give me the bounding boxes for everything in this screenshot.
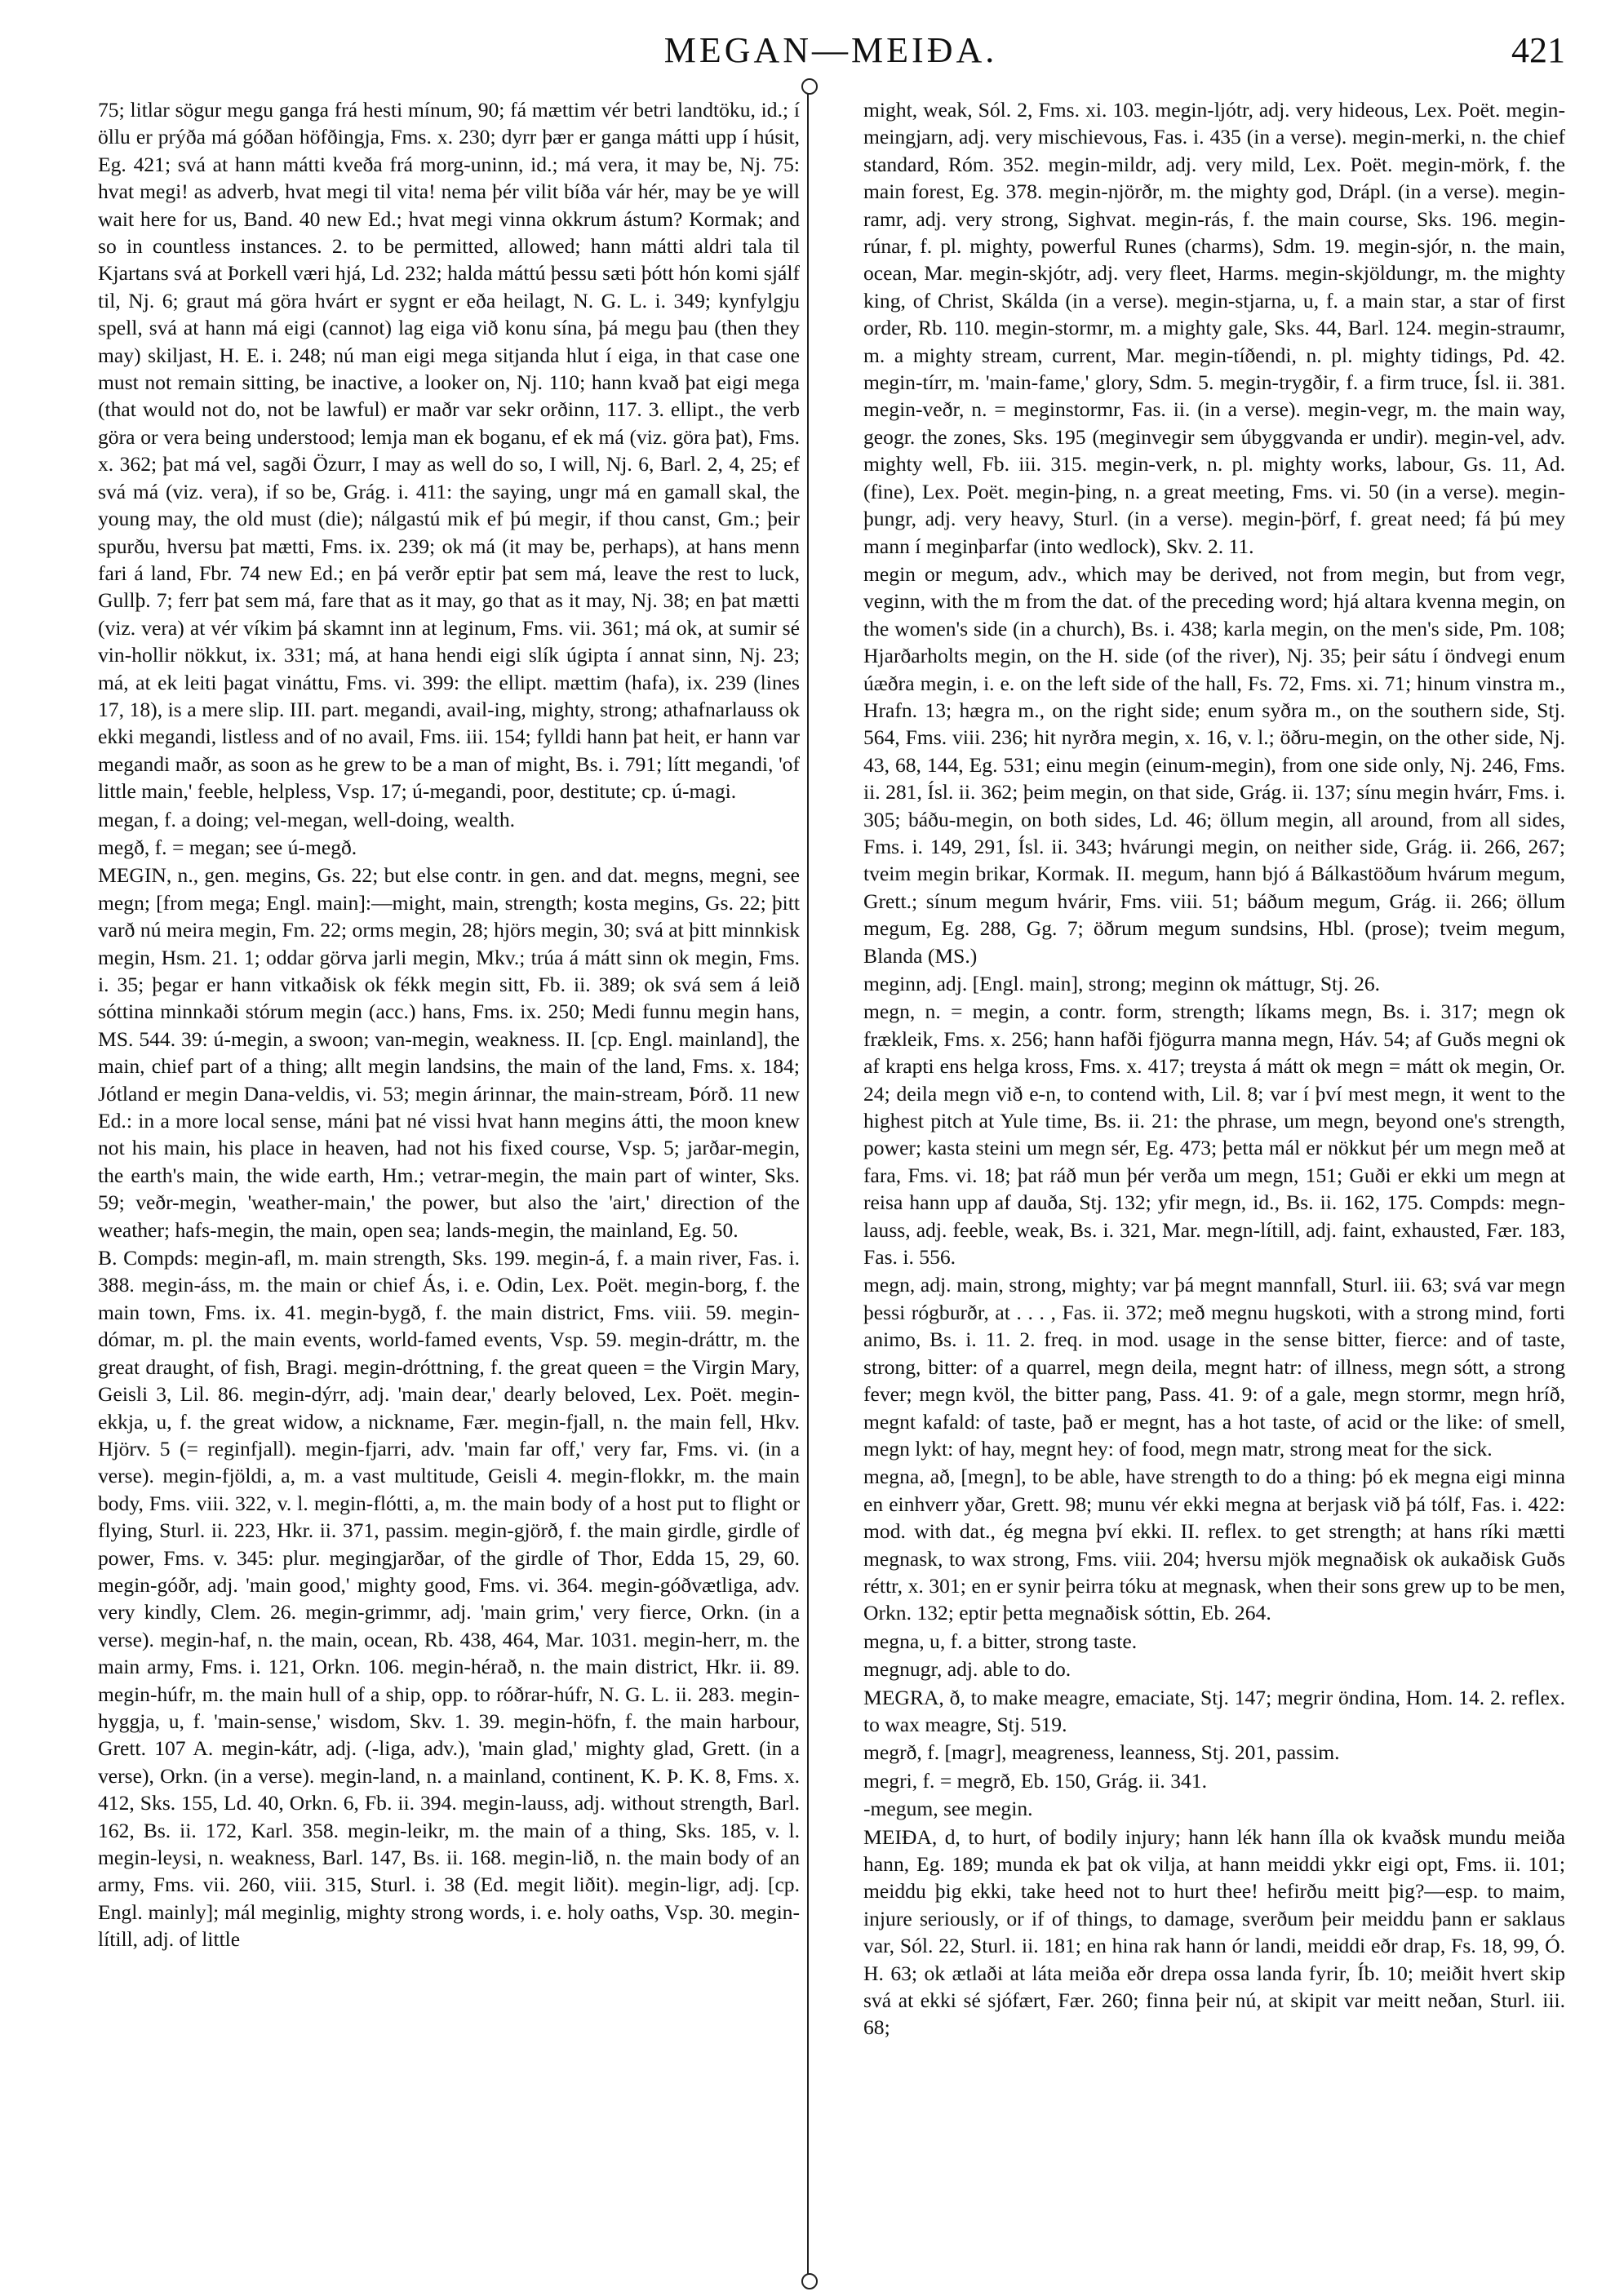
- page-header: [96, 23, 1565, 80]
- entry-paragraph: megð, f. = megan; see ú-megð.: [98, 835, 357, 859]
- entry-paragraph: -megum, see megin.: [863, 1797, 1033, 1821]
- entry-paragraph: meginn, adj. [Engl. main], strong; meginn ok máttugr, Stj. 26.: [863, 972, 1381, 995]
- entry-paragraph: MEGRA, ð, to make meagre, emaciate, Stj. 147; megrir öndina, Hom. 14. 2. reflex. to wax meagre, Stj. 519.: [863, 1685, 1565, 1736]
- divider-ornament-top: [801, 78, 818, 95]
- running-head: MEGAN—MEIÐA.: [663, 30, 998, 70]
- entry-paragraph: megri, f. = megrð, Eb. 150, Grág. ii. 341.: [863, 1768, 1208, 1793]
- entry-paragraph: megn, n. = megin, a contr. form, strength; líkams megn, Bs. i. 317; megn ok frækleik, Fms. x. 256; hann hafði fjögurra manna megn, Háv. 54; af Guðs megni ok af krapti ens helga kross, Fms. x. 417; treysta á mátt ok megn = mátt ok megin, Or. 24; deila megn við e-n, to contend with, Lil. 8; var í því mest megn, it went to the highest pitch at Yule time, Bs. ii. 21: the phrase, um megn, beyond one's strength, power; kasta steini um megn sér, Eg. 473; þetta mál er nökkut þér um megn með at fara, Fms. vi. 18; þat ráð mun þér verða um megn, 151; Guði er ekki um megn at reisa hann upp af dauða, Stj. 132; yfir megn, id., Bs. ii. 162, 175. Compds: megn-lauss, adj. feeble, weak, Bs. i. 321, Mar. megn-lítill, adj. faint, exhausted, Fær. 183, Fas. i. 556.: [863, 1000, 1565, 1270]
- entry-paragraph: megin or megum, adv., which may be derived, not from megin, but from vegr, veginn, with the m from the dat. of the preceding word; hjá altara kvenna megin, on the women's side (in a church), Bs. i. 438; karla megin, on the men's side, Pm. 108; Hjarðarholts megin, on the H. side (of the river), Nj. 35; þeir sátu í öndvegi enum úæðra megin, i. e. on the left side of the hall, Fs. 72, Fms. xi. 71; hinum vinstra m., Hrafn. 13; hægra m., on the right side; enum syðra m., on the southern side, Stj. 564, Fms. viii. 236; hit nyrðra megin, x. 16, v. l.; öðru-megin, on the other side, Nj. 43, 68, 144, Eg. 531; einu megin (einum-megin), from one side only, Nj. 246, Fms. ii. 281, Ísl. ii. 362; þeim megin, on that side, Grág. ii. 137; sínu megin hvárr, Fms. i. 305; báðu-megin, on both sides, Ld. 46; öllum megin, all around, from all sides, Fms. i. 149, 291, Ísl. ii. 343; hvárungi megin, on neither side, Grág. ii. 266, 267; tveim megin brikar, Kormak. II. megum, hann bjó á Bálkastöðum hvárum megum, Grett.; sínum megum hvárir, Fms. viii. 51; báðum megum, Grág. ii. 266; öllum megum, Eg. 288, Gg. 7; öðrum megum sundsins, Hbl. (prose); tveim megum, Blanda (MS.): [863, 561, 1565, 968]
- divider-ornament-bottom: [801, 2273, 818, 2289]
- right-column: [863, 96, 1565, 2267]
- left-column: [98, 96, 800, 2267]
- column-divider: [807, 82, 809, 2285]
- entry-paragraph: megna, u, f. a bitter, strong taste.: [863, 1629, 1138, 1653]
- entry-paragraph: MEGIN, n., gen. megins, Gs. 22; but else contr. in gen. and dat. megns, megni, see megn; [from mega; Engl. main]:—might, main, strength; kosta megins, Gs. 22; þitt varð nú meira megin, Fm. 22; orms megin, 28; hjörs megin, 30; svá at þitt minnkisk megin, Hsm. 21. 1; oddar görva jarli megin, Mkv.; trúa á mátt sinn ok megin, Fms. i. 35; þegar er hann vitkaðisk ok fékk megin sitt, Fb. ii. 389; ok svá sem á leið sóttina minnkaði stórum megin (acc.) hans, Fms. ix. 250; Medi funnu megin hans, MS. 544. 39: ú-megin, a swoon; van-megin, weakness. II. [cp. Engl. mainland], the main, chief part of a thing; allt megin landsins, the main of the land, Fms. x. 184; Jótland er megin Dana-veldis, vi. 53; megin árinnar, the main-stream, Þórð. 11 new Ed.: in a more local sense, máni þat né vissi hvat hann megins átti, the moon knew not his main, his place in heaven, had not his fixed course, Vsp. 5; jarðar-megin, the earth's main, the wide earth, Hm.; vetrar-megin, the main part of winter, Sks. 59; veðr-megin, 'weather-main,' the power, but also the 'airt,' direction of the weather; hafs-megin, the main, open sea; lands-megin, the mainland, Eg. 50.: [98, 863, 800, 1242]
- entry-paragraph: MEIÐA, d, to hurt, of bodily injury; hann lék hann ílla ok kvaðsk mundu meiða hann, Eg. 189; munda ek þat ok vilja, at hann meiddi ykkr eigi opt, Fms. ii. 101; meiddu þig ekki, take heed not to hurt thee! hefirðu meitt þig?—esp. to maim, injure seriously, or if of things, to damage, sverðum þeir meiddu þann er saklaus var, Sól. 22, Sturl. ii. 181; en hina rak hann ór landi, meiddi eðr drap, Fs. 18, 99, Ó. H. 63; ok ætlaði at láta meiða eðr drepa ossa landa fyrir, Íb. 10; meiðit hvert skip svá at ekki sé sjófært, Fær. 260; finna þeir nú, at skipit var meitt neðan, Sturl. iii. 68;: [863, 1824, 1565, 2040]
- entry-paragraph: might, weak, Sól. 2, Fms. xi. 103. megin-ljótr, adj. very hideous, Lex. Poët. megin-meingjarn, adj. very mischievous, Fas. i. 435 (in a verse). megin-merki, n. the chief standard, Róm. 352. megin-mildr, adj. very mild, Lex. Poët. megin-mörk, f. the main forest, Eg. 378. megin-njörðr, m. the mighty god, Drápl. (in a verse). megin-ramr, adj. very strong, Sighvat. megin-rás, f. the main course, Sks. 196. megin-rúnar, f. pl. mighty, powerful Runes (charms), Sdm. 19. megin-sjór, n. the main, ocean, Mar. megin-skjótr, adj. very fleet, Harms. megin-skjöldungr, m. the mighty king, of Christ, Skálda (in a verse). megin-stjarna, u, f. a main star, a star of first order, Rb. 110. megin-stormr, m. a mighty gale, Sks. 44, Barl. 124. megin-straumr, m. a mighty stream, current, Mar. megin-tíðendi, n. pl. mighty tidings, Pd. 42. megin-tírr, m. 'main-fame,' glory, Sdm. 5. megin-trygðir, f. a firm truce, Ísl. ii. 381. megin-veðr, n. = meginstormr, Fas. ii. (in a verse). megin-vegr, m. the main way, geogr. the zones, Sks. 195 (meginvegir sem úbyggvanda er undir). megin-vel, adv. mighty well, Fb. iii. 315. megin-verk, n. pl. mighty works, labour, Gs. 11, Ad. (fine), Lex. Poët. megin-þing, n. a great meeting, Fms. vi. 50 (in a verse). megin-þungr, adj. very heavy, Sturl. (in a verse). megin-þörf, f. great need; fá þú mey mann í meginþarfar (into wedlock), Skv. 2. 11.: [863, 98, 1565, 558]
- entry-paragraph: megna, að, [megn], to be able, have strength to do a thing: þó ek megna eigi minna en einhverr yðar, Grett. 98; munu vér ekki megna at berjask við þá tólf, Fas. i. 422: mod. with dat., ég megna því ekki. II. reflex. to get strength; at hans ríki mætti megnask, to wax strong, Fms. viii. 204; hversu mjök megnaðisk ok aukaðisk Guðs réttr, x. 301; en er synir þeirra tóku at megnask, when their sons grew up to be men, Orkn. 132; eptir þetta megnaðisk sóttin, Eb. 264.: [863, 1465, 1565, 1625]
- entry-paragraph: B. Compds: megin-afl, m. main strength, Sks. 199. megin-á, f. a main river, Fas. i. 388. megin-áss, m. the main or chief Ás, i. e. Odin, Lex. Poët. megin-borg, f. the main town, Fms. ix. 41. megin-bygð, f. the main district, Fms. viii. 59. megin-dómar, m. pl. the main events, world-famed events, Vsp. 59. megin-dráttr, m. the great draught, of fish, Bragi. megin-dróttning, f. the great queen = the Virgin Mary, Geisli 3, Lil. 86. megin-dýrr, adj. 'main dear,' dearly beloved, Lex. Poët. megin-ekkja, u, f. the great widow, a nickname, Fær. megin-fjall, n. the main fell, Hkv. Hjörv. 5 (= reginfjall). megin-fjarri, adv. 'main far off,' very far, Fms. vi. (in a verse). megin-fjöldi, a, m. a vast multitude, Geisli 4. megin-flokkr, m. the main body, Fms. viii. 322, v. l. megin-flótti, a, m. the main body of a host put to flight or flying, Sturl. ii. 223, Hkr. ii. 371, passim. megin-gjörð, f. the main girdle, girdle of power, Fms. v. 345: plur. megingjarðar, of the girdle of Thor, Edda 15, 29, 60. megin-góðr, adj. 'main good,' mighty good, Fms. vi. 364. megin-góðvætliga, adv. very kindly, Clem. 26. megin-grimmr, adj. 'main grim,' very fierce, Orkn. (in a verse). megin-haf, n. the main, ocean, Rb. 438, 464, Mar. 1031. megin-herr, m. the main army, Fms. i. 121, Orkn. 106. megin-hérað, n. the main district, Hkr. ii. 89. megin-húfr, m. the main hull of a ship, opp. to róðrar-húfr, N. G. L. ii. 283. megin-hyggja, u, f. 'main-sense,' wisdom, Skv. 1. 39. megin-höfn, f. the main harbour, Grett. 107 A. megin-kátr, adj. (-liga, adv.), 'main glad,' mighty glad, Grett. (in a verse), Orkn. (in a verse). megin-land, n. a mainland, continent, K. Þ. K. 8, Fms. x. 412, Sks. 155, Ld. 40, Orkn. 6, Fb. ii. 394. megin-lauss, adj. without strength, Barl. 162, Bs. ii. 172, Karl. 358. megin-leikr, m. the main of a thing, Sks. 185, v. l. megin-leysi, n. weakness, Barl. 147, Bs. ii. 168. megin-lið, n. the main body of an army, Fms. vii. 260, viii. 315, Sturl. i. 38 (Ed. megit liðit). megin-ligr, adj. [cp. Engl. mainly]; mál meginlig, mighty strong words, i. e. holy oaths, Vsp. 30. megin-lítill, adj. of little: [98, 1246, 800, 1952]
- entry-paragraph: megrð, f. [magr], meagreness, leanness, Stj. 201, passim.: [863, 1740, 1340, 1765]
- entry-paragraph: 75; litlar sögur megu ganga frá hesti mínum, 90; fá mættim vér betri landtöku, id.; í öllu er prýða má góðan höfðingja, Fms. x. 230; dyrr þær er ganga mátti upp í húsit, Eg. 421; svá at hann mátti kveða frá morg-uninn, id.; má vera, it may be, Nj. 75: hvat megi! as adverb, hvat megi til vita! nema þér vilit bíða vár hér, may be ye will wait here for us, Band. 40 new Ed.; hvat megi vinna okkrum ástum? Kormak; and so in countless instances. 2. to be permitted, allowed; hann mátti aldri tala til Kjartans svá at Þorkell væri hjá, Ld. 232; halda máttú þessu sæti þótt hón komi sjálf til, Nj. 6; graut má göra hvárt er sygnt er eða heilagt, N. G. L. i. 349; kynfylgju spell, svá at hann má eigi (cannot) lag eiga við konu sína, þá megu þau (then they may) skiljast, H. E. i. 248; nú man eigi mega sitjanda hlut í eiga, in that case one must not remain sitting, be inactive, a looker on, Nj. 110; hann kvað þat eigi mega (that would not do, not be lawful) er maðr var sekr orðinn, 117. 3. ellipt., the verb göra or vera being understood; lemja man ek boganu, ef ek má (viz. göra þat), Fms. x. 362; þat má vel, sagði Özurr, I may as well do so, I will, Nj. 6, Barl. 2, 4, 25; ef svá má (viz. vera), if so be, Grág. i. 411: the saying, ungr má en gamall skal, the young may, the old must (die); nálgastú mik ef þú megir, if thou canst, Gm.; þeir spurðu, hversu þat mætti, Fms. ix. 239; ok má (it may be, perhaps), at hans menn fari á land, Fbr. 74 new Ed.; en þá verðr eptir þat sem má, leave the rest to luck, Gullþ. 7; ferr þat sem má, fare that as it may, go that as it may, Nj. 38; en þat mætti (viz. vera) at vér víkim þá skamnt inn at leginum, Fms. vii. 361; má ok, at sumir sé vin-hollir nökkut, ix. 331; má, at hana hendi eigi slík úgipta í annat sinn, Nj. 23; má, at ek leiti þagat vináttu, Fms. vi. 399: the ellipt. mættim (hafa), ix. 239 (lines 17, 18), is a mere slip. III. part. megandi, avail-ing, mighty, strong; athafnarlauss ok ekki megandi, listless and of no avail, Fms. iii. 154; fylldi hann þat heit, er hann var megandi maðr, as soon as he grew to be a man of might, Bs. i. 791; lítt megandi, 'of little main,' feeble, helpless, Vsp. 17; ú-megandi, poor, destitute; cp. ú-magi.: [98, 98, 800, 804]
- entry-paragraph: megan, f. a doing; vel-megan, well-doing, wealth.: [98, 807, 516, 831]
- page-number: 421: [1511, 30, 1565, 70]
- entry-paragraph: megnugr, adj. able to do.: [863, 1657, 1071, 1682]
- entry-paragraph: megn, adj. main, strong, mighty; var þá megnt mannfall, Sturl. iii. 63; svá var megn þessi rógburðr, at . . . , Fas. ii. 372; með megnu hugskoti, with a strong mind, forti animo, Bs. i. 11. 2. freq. in mod. usage in the sense bitter, fierce: and of taste, strong, bitter: of a quarrel, megn deila, megnt hatr: of illness, megn sótt, a strong fever; megn kvöl, the bitter pang, Pass. 41. 9: of a gale, megn stormr, megn hríð, megnt kafald: of taste, það er megnt, has a hot taste, of acid or the like: of smell, megn lykt: of hay, megnt hey: of food, megn matr, strong meat for the sick.: [863, 1273, 1565, 1460]
